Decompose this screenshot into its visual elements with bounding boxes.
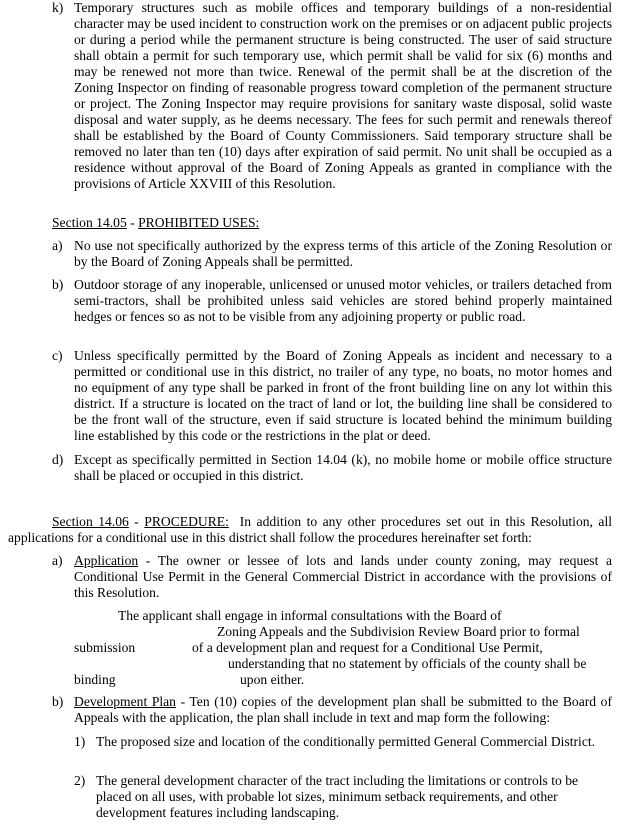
item-text: Outdoor storage of any inoperable, unlicensed or unused motor vehicles, or trailers detached from semi-tractors, shall be prohibited unless said vehicles are stored behind properly maintained hedges or fences so as not to be visible from any adjoining property or public road. — [74, 277, 612, 324]
item-text: Except as specifically permitted in Section 14.04 (k), no mobile home or mobile office structure shall be placed or occupied in this district. — [74, 452, 612, 483]
item-text — [74, 553, 612, 601]
section-paragraph-14-06 — [8, 514, 616, 546]
item-label: a) — [52, 553, 63, 568]
item-label: 1) — [74, 734, 86, 749]
detail-line-3: submission — [74, 640, 136, 655]
item-text: No use not specifically authorized by the express terms of this article of the Zoning Resolution or by the Board of Zoning Appeals shall be permitted. — [74, 238, 612, 269]
item-text: Temporary structures such as mobile offices and temporary buildings of a non-residential character may be used incident to construction work on the premises or on adjacent public projects or during a period while the permanent structure is being constructed. The user of said structure shall obtain a permit for such temporary use, which permit shall be valid for six (6) months and may be renewed not more than twice. Renewal of the permit shall be at the discretion of the Zoning Inspector on finding of reasonable progress toward completion of the permanent structure or project. The Zoning Inspector may require provisions for sanitary waste disposal, solid waste disposal and water supply, as he deems necessary. The fees for such permit and renewals thereof shall be established by the Board of County Commissioners. Said temporary structure shall be removed no later than ten (10) days after expiration of said permit. No unit shall be occupied as a residence without approval of the Board of Zoning Appeals as granted in compliance with the provisions of Article XXVIII of this Resolution. — [74, 0, 612, 191]
section-title: PROCEDURE: — [144, 514, 229, 529]
detail-line-5: understanding that no statement by officials of the county shall be — [228, 656, 587, 671]
item-body: - The owner or lessee of lots and lands under county zoning, may request a Conditional Use Permit in the General Commercial District in accordance with the provisions of this Resolution. — [74, 553, 612, 600]
item-title: Development Plan — [74, 694, 176, 709]
section-number: Section 14.06 — [52, 514, 129, 529]
item-label: k) — [52, 0, 64, 15]
detail-line-1: The applicant shall engage in informal consultations with the Board of — [118, 608, 502, 623]
detail-line-4: of a development plan and request for a Conditional Use Permit, — [192, 640, 543, 655]
heading-separator: - — [126, 215, 139, 230]
section-intro: In addition to any other procedures set out in this Resolution, all applications for a conditional use in this district shall follow the procedures hereinafter set forth: — [8, 514, 616, 545]
item-text — [74, 694, 612, 726]
item-label: b) — [52, 694, 64, 709]
item-text: The proposed size and location of the conditionally permitted General Commercial District. — [96, 734, 596, 749]
list-item-k — [52, 0, 612, 208]
item-label: a) — [52, 238, 63, 253]
item-label: b) — [52, 277, 64, 292]
item-label: d) — [52, 452, 64, 467]
heading-separator: - — [128, 514, 145, 529]
section-number: Section 14.05 — [52, 215, 127, 230]
section-title: PROHIBITED USES: — [138, 215, 260, 230]
detail-line-2: Zoning Appeals and the Subdivision Review Board prior to formal — [217, 624, 580, 639]
item-text: The general development character of the tract including the limitations or controls to be placed on all uses, with probable lot sizes, minimum setback requirements, and other development features including landscaping. — [96, 773, 579, 820]
item-body: - Ten (10) copies of the development plan shall be submitted to the Board of Appeals with the application, the plan shall include in text and map form the following: — [74, 694, 612, 725]
detail-line-6: binding — [74, 672, 116, 687]
item-label: 2) — [74, 773, 86, 788]
section-heading-14-05 — [52, 215, 259, 231]
item-title: Application — [74, 553, 139, 568]
detail-line-7: upon either. — [240, 672, 305, 687]
item-text: Unless specifically permitted by the Board of Zoning Appeals as incident and necessary to a permitted or conditional use in this district, no trailer of any type, no boats, no motor homes and no equipment of any type shall be parked in front of the front building line on any lot within this district. If a structure is located on the tract of land or lot, the building line shall be considered to be the front wall of the structure, even if said structure is located behind the minimum building line established by this code or the restrictions in the plat or deed. — [74, 348, 612, 443]
item-label: c) — [52, 348, 63, 363]
